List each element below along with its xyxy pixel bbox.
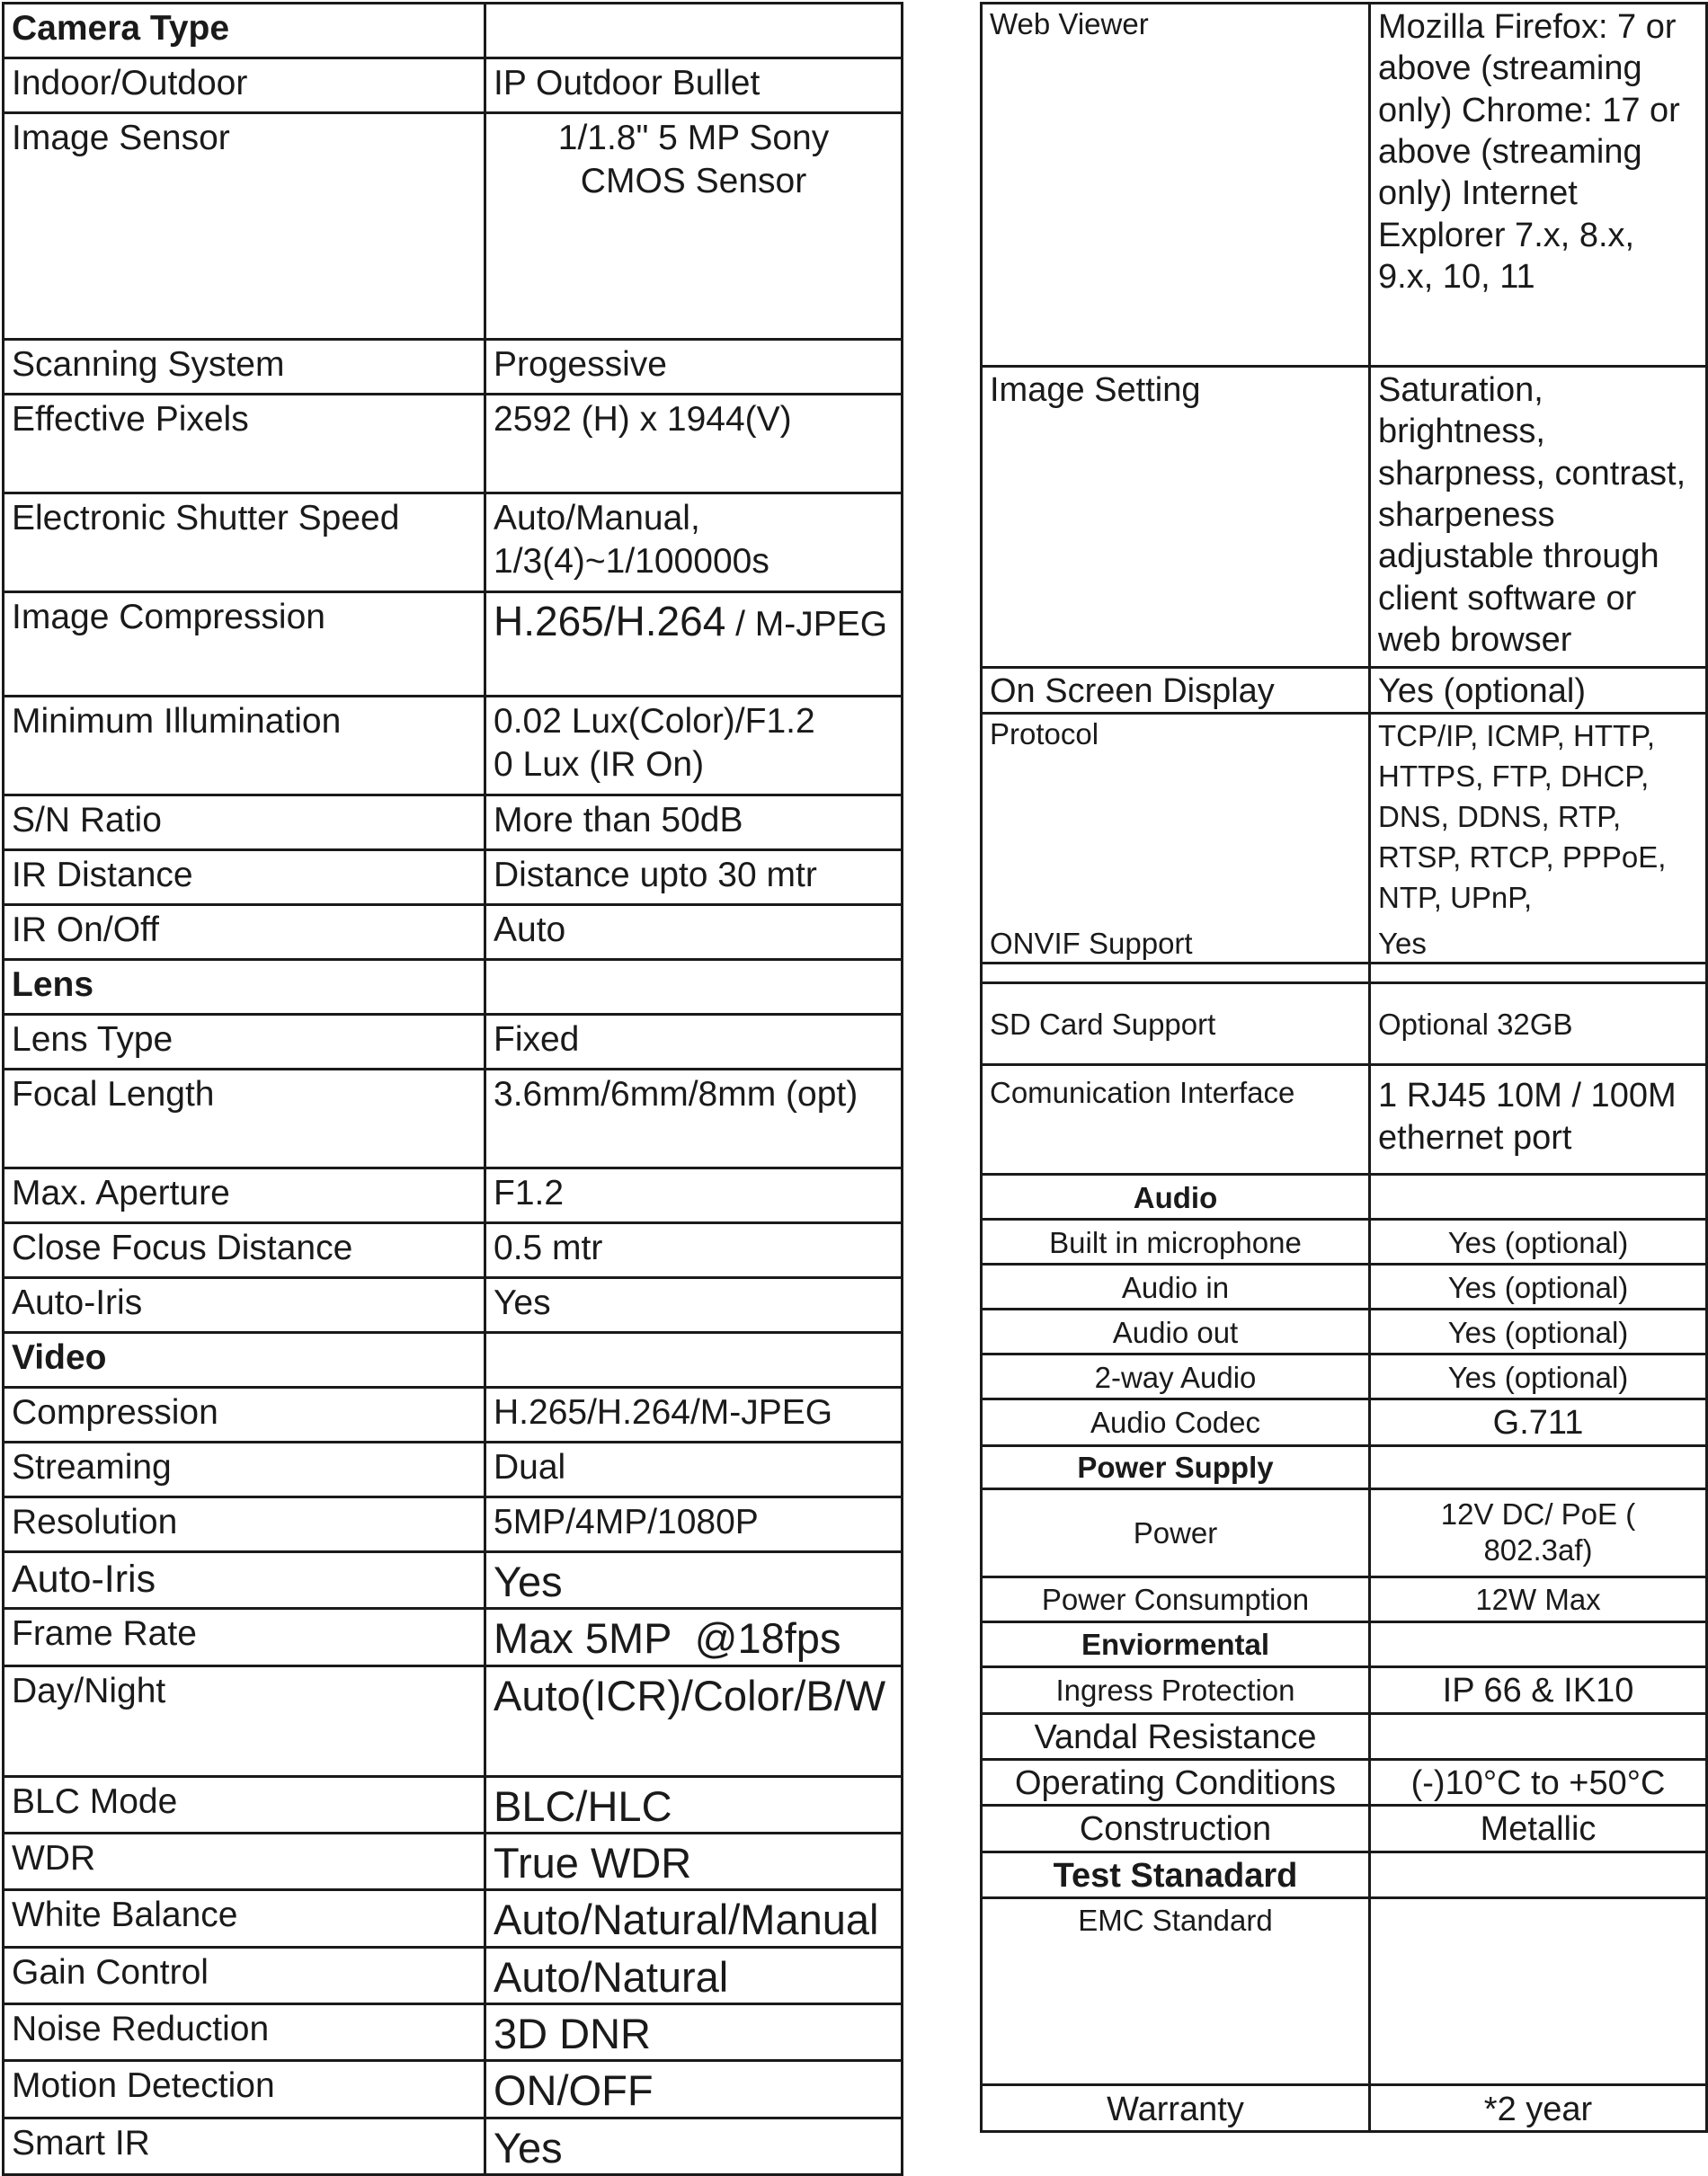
- table-row: [982, 4, 1707, 367]
- table-row: [982, 1175, 1707, 1220]
- table-row: [4, 1833, 903, 1889]
- table-row: [4, 2003, 903, 2060]
- spec-label: Vandal Resistance: [982, 1713, 1370, 1759]
- spec-label: Electronic Shutter Speed: [4, 493, 485, 592]
- spec-label: Comunication Interface: [982, 1065, 1370, 1175]
- spec-label: Frame Rate: [4, 1609, 485, 1665]
- table-row: [4, 1947, 903, 2003]
- spec-value: More than 50dB: [485, 795, 903, 850]
- spec-value: Mozilla Firefox: 7 or above (streaming only) Chrome: 17 or above (streaming only) Internet Explorer 7.x, 8.x, 9.x, 10, 11: [1370, 4, 1707, 367]
- spec-label: Operating Conditions: [982, 1759, 1370, 1805]
- spec-value: [485, 4, 903, 58]
- spec-value: Yes (optional): [1370, 1354, 1707, 1399]
- spec-label: White Balance: [4, 1890, 485, 1947]
- spec-value: H.265/H.264/M-JPEG: [485, 1388, 903, 1443]
- table-row: [982, 1310, 1707, 1354]
- spec-value: 12V DC/ PoE ( 802.3af): [1370, 1488, 1707, 1576]
- spec-value: [1370, 1175, 1707, 1220]
- spec-label: Power Supply: [982, 1445, 1370, 1488]
- spec-value: [1370, 1898, 1707, 2085]
- table-row: [4, 1388, 903, 1443]
- table-row: [982, 1713, 1707, 1759]
- spec-label: Focal Length: [4, 1070, 485, 1168]
- table-row: [982, 1852, 1707, 1897]
- spec-value: [1370, 1621, 1707, 1666]
- table-row: [4, 1443, 903, 1497]
- camera-spec-table-left: [2, 2, 903, 2176]
- table-row: [4, 395, 903, 493]
- table-row: [4, 1070, 903, 1168]
- spec-value: Yes (optional): [1370, 1310, 1707, 1354]
- spec-label: WDR: [4, 1833, 485, 1889]
- spec-value: 1/1.8" 5 MP Sony CMOS Sensor: [485, 113, 903, 340]
- spec-label: ONVIF Support: [982, 919, 1370, 964]
- spec-label: Noise Reduction: [4, 2003, 485, 2060]
- spec-value-line: 0 Lux (IR On): [494, 744, 705, 784]
- spec-value: Auto/Manual, 1/3(4)~1/100000s: [485, 493, 903, 592]
- spec-value: G.711: [1370, 1399, 1707, 1445]
- spec-label: Test Stanadard: [982, 1852, 1370, 1897]
- spec-value: Auto/Natural: [485, 1947, 903, 2003]
- table-row: [4, 697, 903, 795]
- spec-label: S/N Ratio: [4, 795, 485, 850]
- table-row: [4, 1552, 903, 1609]
- spec-label: Ingress Protection: [982, 1666, 1370, 1713]
- spec-value: Metallic: [1370, 1806, 1707, 1852]
- spec-label: Smart IR: [4, 2118, 485, 2174]
- table-row: [982, 1399, 1707, 1445]
- table-row: [982, 919, 1707, 964]
- spec-label: Day/Night: [4, 1665, 485, 1776]
- table-row: [982, 1898, 1707, 2085]
- table-row: [4, 1333, 903, 1388]
- table-row: [982, 1576, 1707, 1621]
- spec-value: 3D DNR: [485, 2003, 903, 2060]
- spec-value: IP 66 & IK10: [1370, 1666, 1707, 1713]
- spec-label: Streaming: [4, 1443, 485, 1497]
- table-row: [982, 1806, 1707, 1852]
- spec-label: Close Focus Distance: [4, 1223, 485, 1278]
- spec-label: Lens: [4, 960, 485, 1015]
- spec-label: Protocol: [982, 714, 1370, 919]
- spec-value: [485, 960, 903, 1015]
- spec-label: Auto-Iris: [4, 1552, 485, 1609]
- spec-label: IR Distance: [4, 850, 485, 905]
- spec-label: 2-way Audio: [982, 1354, 1370, 1399]
- spec-value: (-)10°C to +50°C: [1370, 1759, 1707, 1805]
- spec-value: Distance upto 30 mtr: [485, 850, 903, 905]
- table-row: [4, 1168, 903, 1223]
- table-row: [4, 905, 903, 960]
- table-row: [982, 1759, 1707, 1805]
- spec-label: Gain Control: [4, 1947, 485, 2003]
- spec-value: BLC/HLC: [485, 1776, 903, 1833]
- spec-value: 2592 (H) x 1944(V): [485, 395, 903, 493]
- table-row: [982, 668, 1707, 714]
- table-row: [4, 340, 903, 395]
- spec-value: TCP/IP, ICMP, HTTP, HTTPS, FTP, DHCP, DNS, DDNS, RTP, RTSP, RTCP, PPPoE, NTP, UPnP,: [1370, 714, 1707, 919]
- spec-label: Web Viewer: [982, 4, 1370, 367]
- spec-label: BLC Mode: [4, 1776, 485, 1833]
- spec-value: [485, 697, 903, 795]
- spec-label: Audio: [982, 1175, 1370, 1220]
- spec-label: Motion Detection: [4, 2061, 485, 2118]
- spec-label: [982, 964, 1370, 983]
- table-row: [982, 1488, 1707, 1576]
- camera-spec-table-right: [980, 2, 1708, 2133]
- spec-label: Built in microphone: [982, 1220, 1370, 1265]
- spec-value: [1370, 964, 1707, 983]
- spec-value: [1370, 1852, 1707, 1897]
- spec-label: Image Setting: [982, 367, 1370, 668]
- spec-value: Optional 32GB: [1370, 983, 1707, 1065]
- table-row: [4, 960, 903, 1015]
- spec-label: Audio Codec: [982, 1399, 1370, 1445]
- spec-label: On Screen Display: [982, 668, 1370, 714]
- spec-label: Effective Pixels: [4, 395, 485, 493]
- spec-value: Max 5MP @18fps: [485, 1609, 903, 1665]
- table-row: [4, 850, 903, 905]
- spec-value-main: H.265/H.264: [494, 598, 726, 644]
- spec-value: *2 year: [1370, 2085, 1707, 2132]
- table-row: [4, 493, 903, 592]
- spec-label: Enviormental: [982, 1621, 1370, 1666]
- spec-value: Yes: [1370, 919, 1707, 964]
- spec-label: Camera Type: [4, 4, 485, 58]
- table-row: [982, 367, 1707, 668]
- table-row: [982, 714, 1707, 919]
- spec-label: Resolution: [4, 1497, 485, 1552]
- spec-label: Max. Aperture: [4, 1168, 485, 1223]
- table-row: [982, 1621, 1707, 1666]
- table-row: [4, 1497, 903, 1552]
- spec-label: SD Card Support: [982, 983, 1370, 1065]
- table-row: [982, 1220, 1707, 1265]
- spec-value-line: 0.02 Lux(Color)/F1.2: [494, 702, 815, 741]
- spec-label: EMC Standard: [982, 1898, 1370, 2085]
- spec-value: Dual: [485, 1443, 903, 1497]
- spec-label: IR On/Off: [4, 905, 485, 960]
- spec-value: [1370, 1713, 1707, 1759]
- spec-label: Power: [982, 1488, 1370, 1576]
- table-row: [4, 1278, 903, 1333]
- spec-label: Scanning System: [4, 340, 485, 395]
- spec-value: Yes (optional): [1370, 668, 1707, 714]
- spec-value: 1 RJ45 10M / 100M ethernet port: [1370, 1065, 1707, 1175]
- table-row: [982, 964, 1707, 983]
- spec-value: Progessive: [485, 340, 903, 395]
- spec-value: F1.2: [485, 1168, 903, 1223]
- spec-value: Yes: [485, 1278, 903, 1333]
- spec-label: Auto-Iris: [4, 1278, 485, 1333]
- spec-label: Image Sensor: [4, 113, 485, 340]
- table-row: [4, 1890, 903, 1947]
- spec-label: Audio in: [982, 1265, 1370, 1310]
- table-row: [4, 113, 903, 340]
- table-row: [982, 1065, 1707, 1175]
- spec-value: Auto: [485, 905, 903, 960]
- spec-label: Power Consumption: [982, 1576, 1370, 1621]
- table-row: [4, 1665, 903, 1776]
- spec-value: Saturation, brightness, sharpness, contrast, sharpeness adjustable through client software or web browser: [1370, 367, 1707, 668]
- spec-label: Image Compression: [4, 592, 485, 697]
- spec-value: 0.5 mtr: [485, 1223, 903, 1278]
- table-row: [4, 1609, 903, 1665]
- spec-label: Audio out: [982, 1310, 1370, 1354]
- table-row: [4, 795, 903, 850]
- spec-label: Lens Type: [4, 1015, 485, 1070]
- table-row: [4, 1015, 903, 1070]
- table-row: [982, 2085, 1707, 2132]
- table-row: [4, 4, 903, 58]
- spec-value: [485, 1333, 903, 1388]
- table-row: [982, 1445, 1707, 1488]
- table-row: [4, 2061, 903, 2118]
- spec-value: Yes (optional): [1370, 1265, 1707, 1310]
- spec-value: 3.6mm/6mm/8mm (opt): [485, 1070, 903, 1168]
- table-row: [4, 1223, 903, 1278]
- spec-label: Indoor/Outdoor: [4, 58, 485, 113]
- spec-value: 5MP/4MP/1080P: [485, 1497, 903, 1552]
- spec-label: Warranty: [982, 2085, 1370, 2132]
- spec-label: Construction: [982, 1806, 1370, 1852]
- table-row: [982, 1666, 1707, 1713]
- spec-value: Auto(ICR)/Color/B/W: [485, 1665, 903, 1776]
- table-row: [982, 983, 1707, 1065]
- table-row: [4, 592, 903, 697]
- spec-value: Auto/Natural/Manual: [485, 1890, 903, 1947]
- spec-value: Yes (optional): [1370, 1220, 1707, 1265]
- table-row: [4, 2118, 903, 2174]
- spec-value: Fixed: [485, 1015, 903, 1070]
- spec-value: IP Outdoor Bullet: [485, 58, 903, 113]
- spec-value: [1370, 1445, 1707, 1488]
- spec-value: 12W Max: [1370, 1576, 1707, 1621]
- spec-value: True WDR: [485, 1833, 903, 1889]
- table-row: [4, 58, 903, 113]
- spec-label: Minimum Illumination: [4, 697, 485, 795]
- table-row: [982, 1265, 1707, 1310]
- spec-label: Video: [4, 1333, 485, 1388]
- table-row: [982, 1354, 1707, 1399]
- spec-value: Yes: [485, 2118, 903, 2174]
- spec-value: ON/OFF: [485, 2061, 903, 2118]
- spec-value-rest: / M-JPEG: [725, 605, 888, 644]
- spec-value: [485, 592, 903, 697]
- table-row: [4, 1776, 903, 1833]
- spec-label: Compression: [4, 1388, 485, 1443]
- spec-value: Yes: [485, 1552, 903, 1609]
